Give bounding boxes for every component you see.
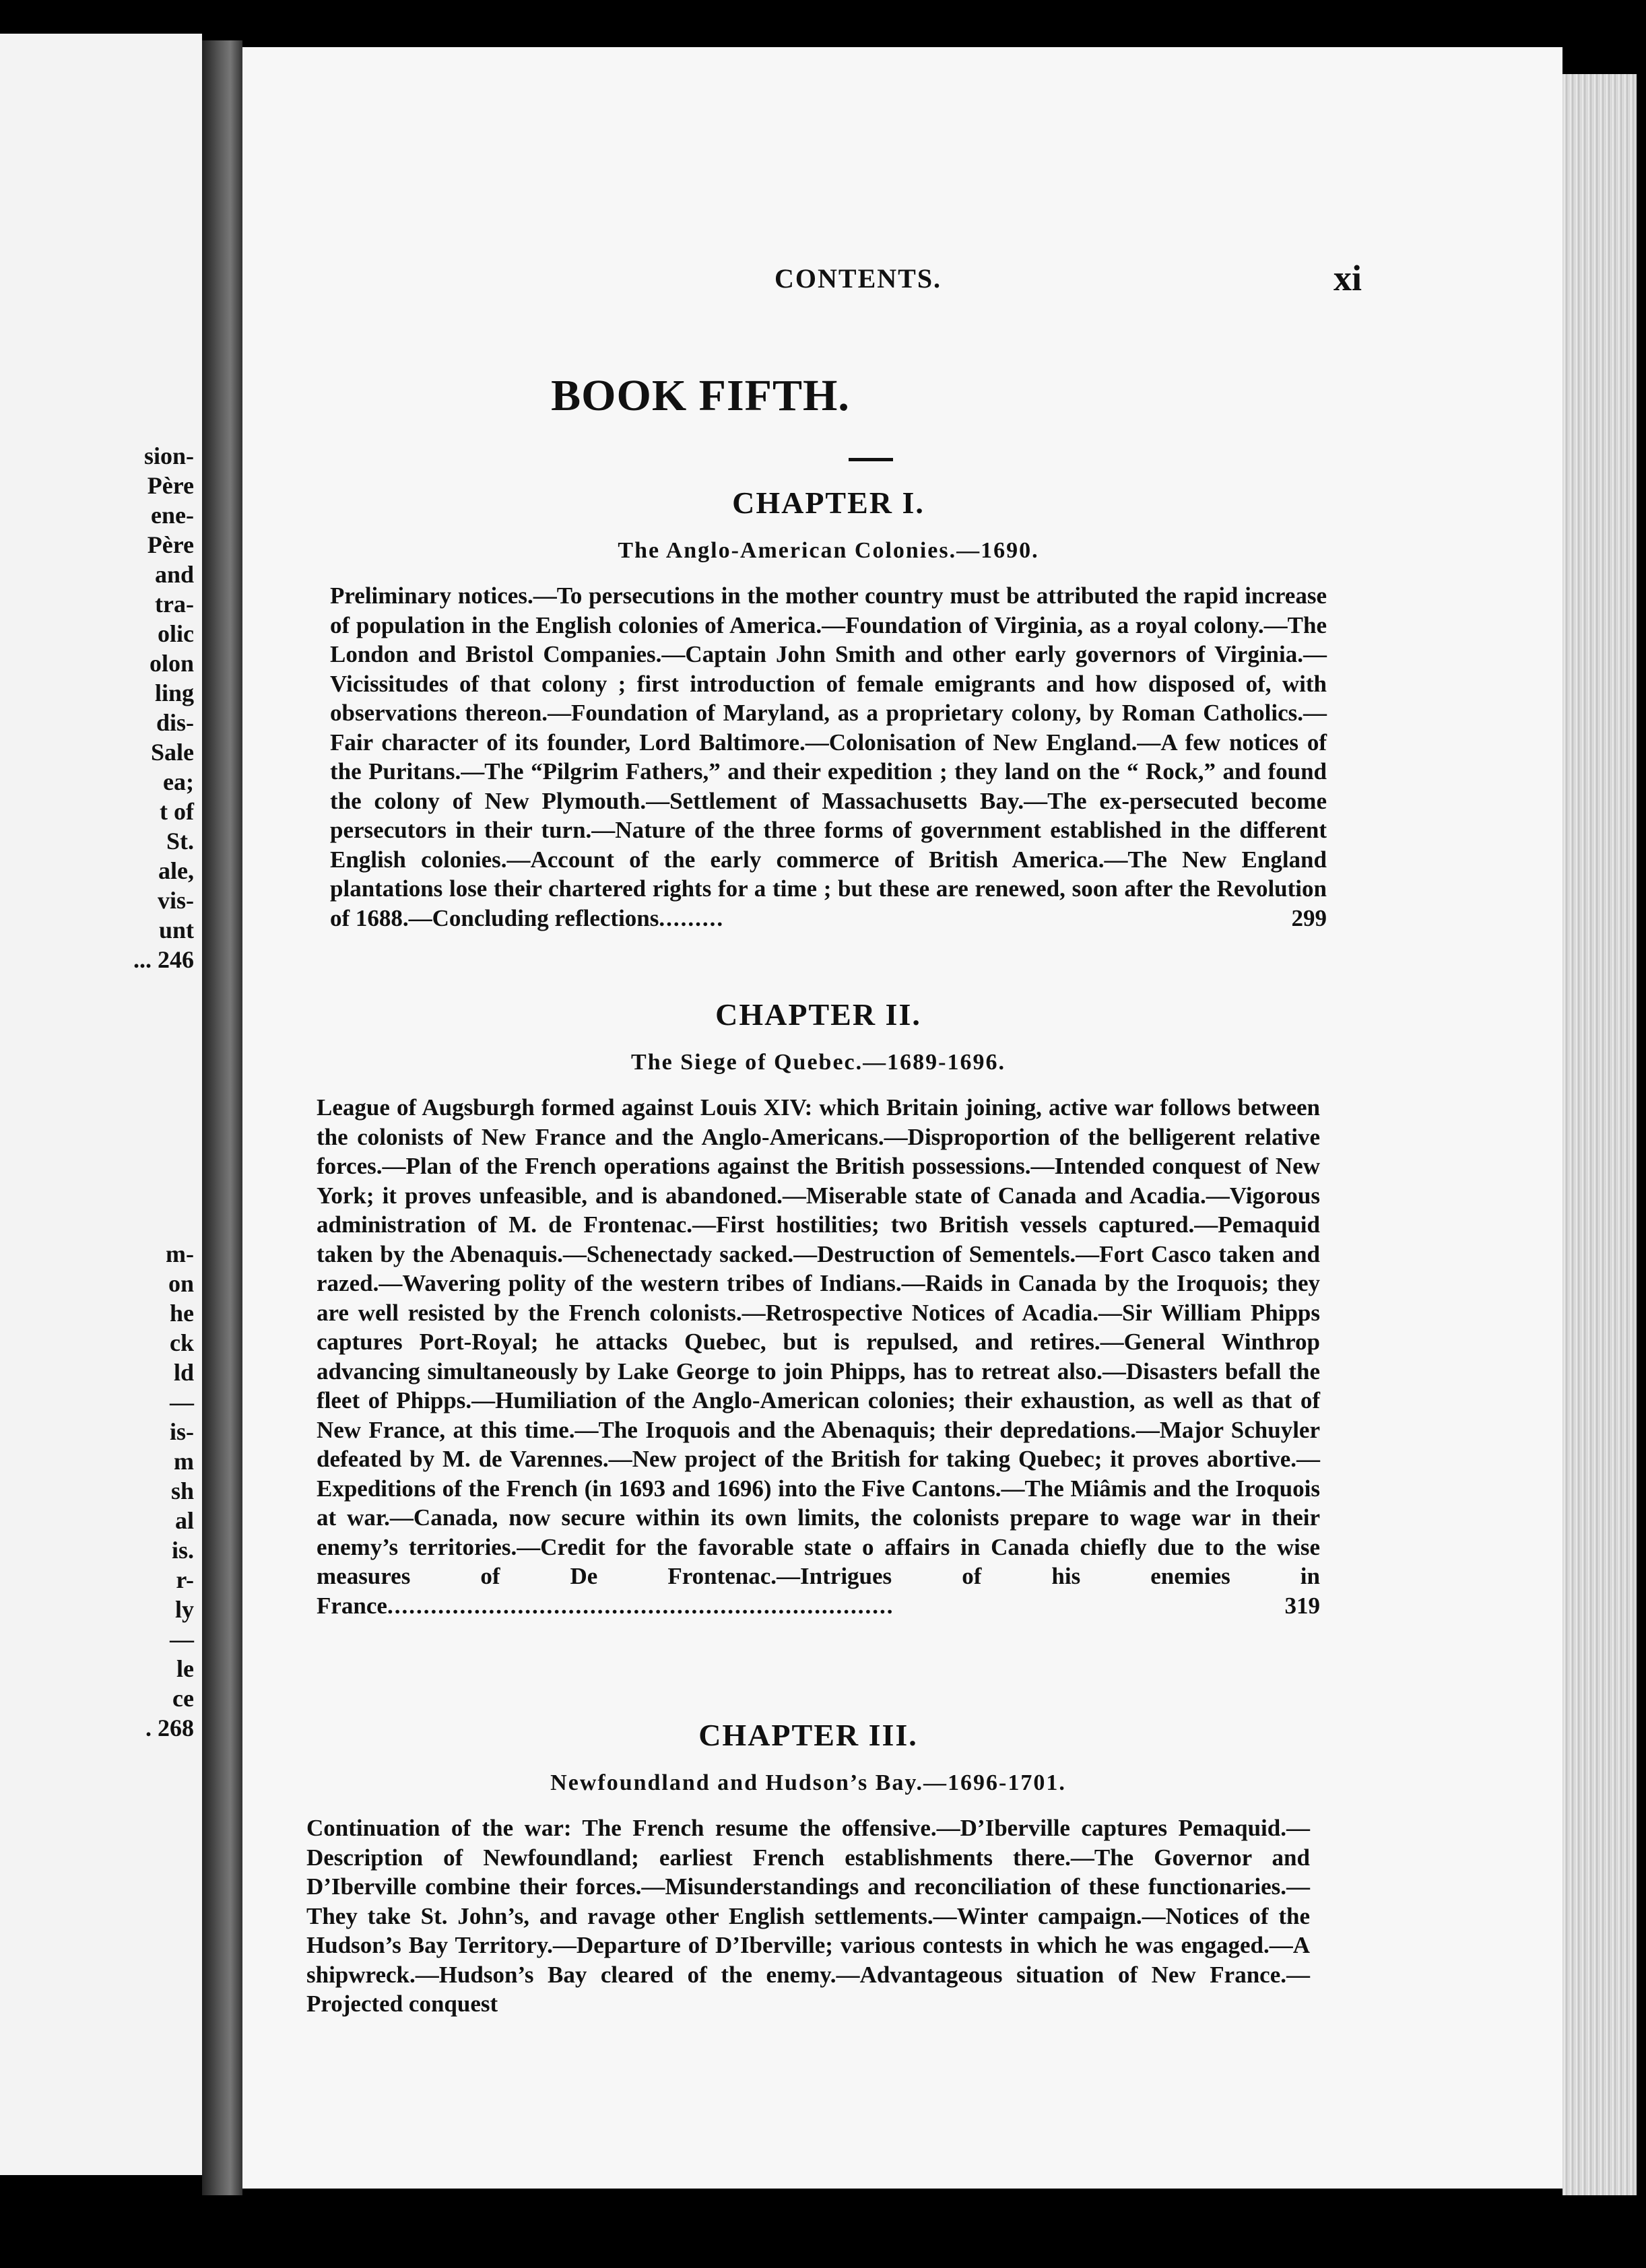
left-page-fragment: vis- [158,887,194,914]
running-head-title: CONTENTS. [775,263,942,294]
left-page-fragment: ce [172,1685,194,1712]
chapter-page-ref: 299 [1291,904,1327,931]
left-page-fragment: ale, [158,857,194,884]
left-page-fragment: sion- [143,442,194,469]
chapter-summary-text: formed against Louis XIV: which Britain joining, active war follows between the colonists of New France and the Anglo-Americans.—Disproportion of the belligerent relative forces.—Plan of the French operations against the British possessions.—Intended conquest of New York; it proves unfeasible, and is abandoned.—Miserable state of Canada and Acadia.—Vigorous administration of M. de Frontenac.—First hostilities; two British vessels captured.—Pemaquid taken by the Abenaquis.—Schenectady sacked.—Destruction of Sementels.—Fort Casco taken and razed.—Wavering polity of the western tribes of Indians.—Raids in Canada by the Iroquois; they are well resisted by the French colonists.—Retrospective Notices of Acadia.—Sir William Phipps captures Port-Royal; he attacks Quebec, but is repulsed, and retires.—General Winthrop advancing simultaneously by Lake George to join Phipps, has to retreat also.—Disasters befall the fleet of Phipps.—Humiliation of the Anglo-American colonies; their exhaustion, as well as that of New France, at this time.—The Iroquois and the Abenaquis; their depredations.—Major Schuyler defeated by M. de Varennes.—New project of the British for taking Quebec; it proves abortive.—Expeditions of the French (in 1693 and 1696) into the Five Cantons.—The Miâmis and the Iroquois at war.—Canada, now secure within its own limits, the colonists prepare to wage war in their enemy’s territories.—Credit for the favorable state o affairs in Canada chiefly due to the wise measures of De Frontenac.—Intrigues of his enemies in France [317,1094,1320,1619]
left-facing-page [0,34,202,2175]
chapter-page-ref: 319 [1284,1592,1320,1619]
left-page-fragment: ... 246 [133,946,194,973]
left-page-fragment: ling [154,679,194,706]
left-page-fragment: and [154,561,194,588]
chapter-title: CHAPTER II. [715,997,921,1032]
left-page-fragment: — [170,1626,194,1653]
chapter-entry [306,1717,1310,2019]
page-edges [1562,74,1637,2195]
left-page-fragment: is. [171,1537,194,1564]
left-page-fragment: he [170,1300,194,1327]
left-page-fragment: ea; [163,768,194,795]
chapter-summary [330,581,1327,933]
chapter-summary-lead: Continuation of the war [306,1815,564,1841]
left-page-fragment: tra- [155,591,194,618]
contents-page [242,47,1562,2189]
chapter-subtitle: Newfoundland and Hudson’s Bay.—1696-1701. [550,1770,1066,1795]
left-page-fragment: unt [158,916,194,943]
left-page-fragment: t of [160,798,194,825]
chapter-entry [330,485,1327,933]
left-page-fragment: Sale [150,739,194,766]
chapter-summary-text: : The French resume the offensive.—D’Iberville captures Pemaquid.—Description of Newfoundland; earliest French establishments there.—The Governor and D’Iberville combine their forces.—Misunderstandings and reconciliation of these functionaries.—They take St. John’s, and ravage other English settlements.—Winter campaign.—Notices of the Hudson’s Bay Territory.—Departure of D’Iberville; various contests in which he was engaged.—A shipwreck.—Hudson’s Bay cleared of the enemy.—Advantageous situation of New France.—Projected conquest [306,1815,1310,2017]
left-page-fragment: m [174,1448,194,1475]
chapter-summary-lead: League of Augsburgh [317,1094,535,1121]
title-rule [849,458,893,461]
left-page-fragment: ly [174,1596,194,1623]
chapter-title: CHAPTER I. [732,486,925,520]
chapter-summary [317,1093,1320,1620]
left-page-fragment: is- [170,1418,194,1445]
left-page-fragment: r- [176,1566,194,1593]
left-page-fragment: ck [170,1329,194,1356]
left-page-fragment: St. [166,828,194,855]
left-page-fragment: Père [147,531,194,558]
left-page-fragment: ld [173,1359,194,1386]
left-page-fragment: dis- [156,709,194,736]
left-page-fragment: le [176,1655,194,1682]
left-page-fragment: on [168,1270,194,1297]
leader-dots: ...................................................................... [387,1592,894,1619]
book-gutter [202,40,242,2195]
left-page-fragment: olon [149,650,194,677]
chapter-title: CHAPTER III. [698,1718,918,1752]
page-number: xi [1334,258,1362,298]
chapter-entry [317,997,1320,1620]
left-page-fragment: m- [166,1240,194,1267]
leader-dots: ......... [659,904,725,931]
chapter-summary [306,1813,1310,2019]
chapter-subtitle: The Anglo-American Colonies.—1690. [618,538,1039,563]
left-page-fragment: al [174,1507,194,1534]
left-page-fragment: ene- [151,502,194,529]
chapter-subtitle: The Siege of Quebec.—1689-1696. [631,1050,1006,1075]
chapter-summary-text: —To persecutions in the mother country must be attributed the rapid increase of population in the English colonies of America.—Foundation of Virginia, as a royal colony.—The London and Bristol Companies.—Captain John Smith and other early governors of Virginia.—Vicissitudes of that colony ; first introduction of female emigrants and how disposed of, with observations thereon.—Foundation of Maryland, as a proprietary colony, by Roman Catholics.—Fair character of its founder, Lord Baltimore.—Colonisation of New England.—A few notices of the Puritans.—The “Pilgrim Fathers,” and their expedition ; they land on the “ Rock,” and found the colony of New Plymouth.—Settlement of Massachusetts Bay.—The ex-persecuted become persecutors in their turn.—Nature of the three forms of government established in the different English colonies.—Account of the early commerce of British America.—The New England plantations lose their chartered rights for a time ; but these are renewed, soon after the Revolution of 1688.—Concluding reflections [330,582,1327,931]
left-page-fragment: — [170,1389,194,1415]
left-page-fragment: Père [147,472,194,499]
book-title: BOOK FIFTH. [551,371,850,420]
left-page-fragment: . 268 [145,1714,194,1741]
left-page-fragment: sh [170,1477,194,1504]
left-page-fragment: olic [158,620,194,647]
chapter-summary-lead: Preliminary notices. [330,582,533,609]
